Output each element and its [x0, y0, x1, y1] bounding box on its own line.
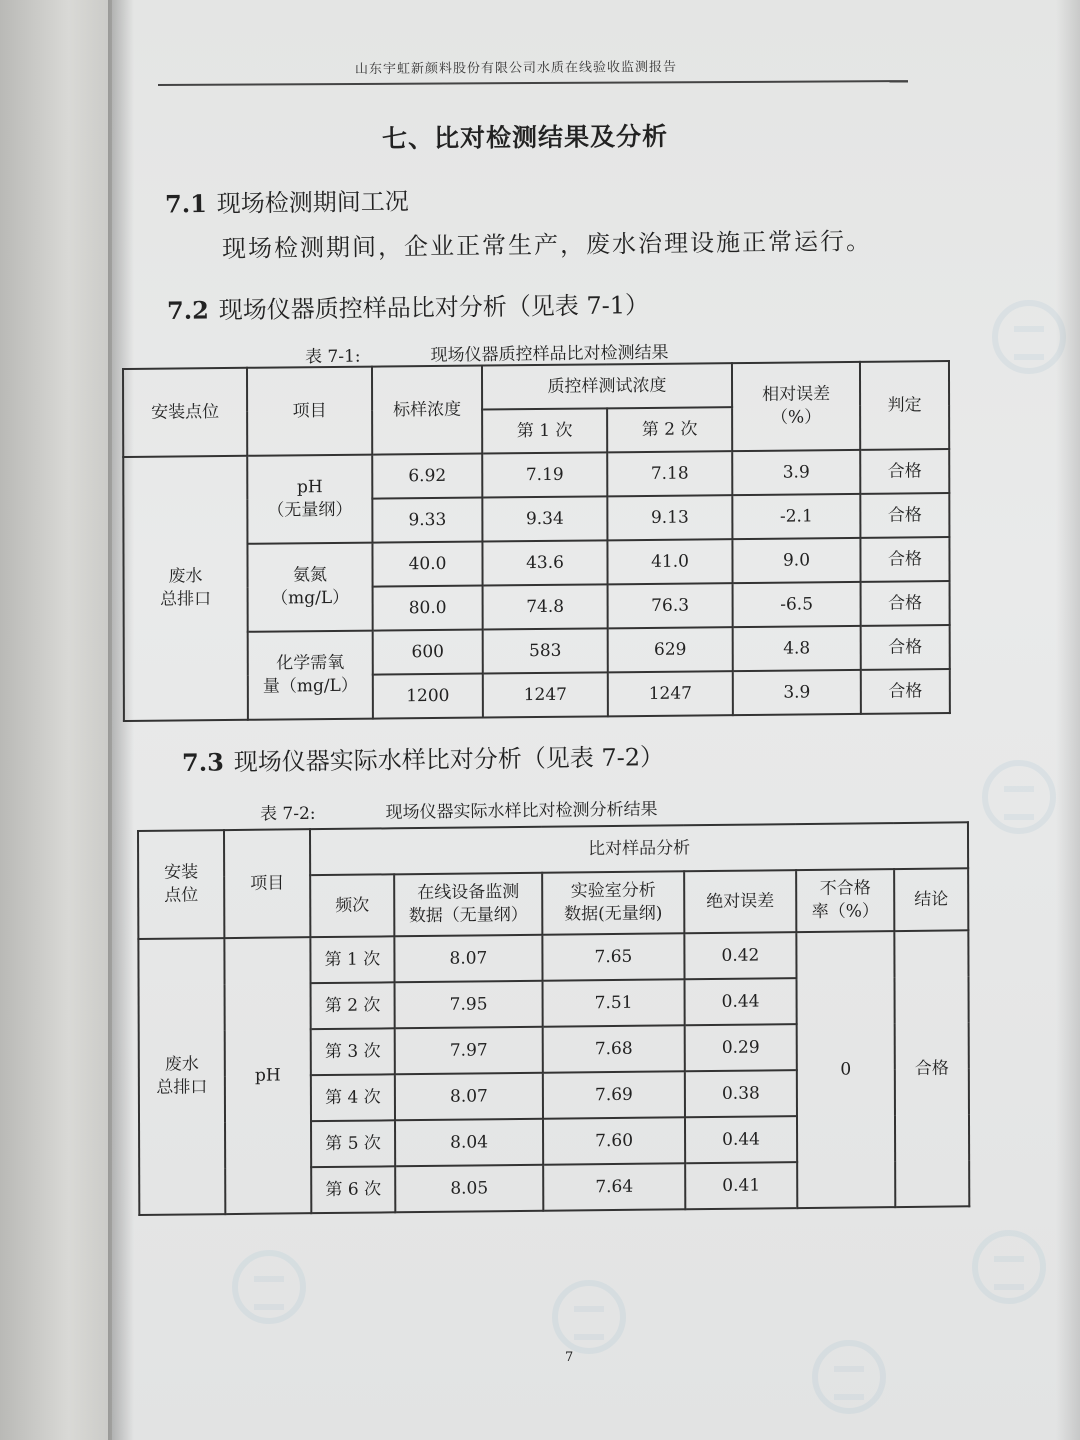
cell-r1: 583: [483, 628, 608, 673]
header-relative-error-unit: （%）: [771, 407, 822, 428]
cell-frequency: 第 1 次: [310, 936, 394, 983]
cell-err: 3.9: [732, 450, 860, 495]
cell-r2: 629: [608, 627, 733, 672]
cell-r1: 43.6: [482, 540, 607, 585]
cell-abs-error: 0.29: [685, 1024, 797, 1071]
item-unit: （mg/L）: [271, 587, 350, 609]
cell-r1: 74.8: [483, 584, 608, 629]
cell-r1: 9.34: [482, 496, 607, 541]
section-number: 7.1: [164, 188, 207, 219]
cell-std: 40.0: [372, 542, 482, 587]
cell-online: 8.04: [395, 1119, 543, 1167]
cell-r2: 7.18: [607, 451, 732, 496]
cell-r2: 41.0: [607, 539, 732, 584]
header-online-data: [394, 873, 542, 937]
location-line-1: 废水: [168, 566, 203, 587]
table-row: [124, 625, 950, 677]
watermark-logo-icon: [992, 300, 1066, 374]
cell-lab: 7.65: [542, 933, 684, 980]
item-name: pH: [296, 477, 323, 498]
header-item: 项目: [224, 829, 310, 938]
table-title: 现场仪器实际水样比对检测分析结果: [385, 799, 658, 823]
cell-location: [138, 938, 225, 1215]
section-7-2-heading: [167, 285, 649, 326]
page-edge-shadow: [1056, 0, 1080, 1440]
header-lab-line-2: 数据(无量纲): [564, 903, 663, 925]
watermark-logo-icon: [812, 1340, 886, 1414]
section-number: 7.3: [181, 747, 224, 777]
cell-location: [123, 456, 248, 721]
cell-frequency: 第 4 次: [311, 1074, 395, 1121]
cell-lab: 7.60: [543, 1117, 685, 1164]
header-location-line-1: 安装: [164, 862, 199, 883]
cell-err: 9.0: [732, 538, 860, 583]
cell-judge: 合格: [861, 625, 950, 670]
cell-err: -2.1: [732, 494, 860, 539]
table-row: [138, 930, 968, 985]
table-label: 表 7-2:: [259, 803, 316, 825]
section-number: 7.2: [166, 295, 209, 325]
cell-abs-error: 0.44: [685, 1116, 797, 1163]
table-7-2-caption: [260, 795, 658, 825]
header-standard-conc: 标样浓度: [372, 366, 482, 455]
cell-conclusion: 合格: [894, 930, 969, 1207]
table-7-1: [122, 360, 951, 722]
cell-judge: 合格: [860, 493, 949, 538]
page-number: 7: [565, 1350, 574, 1365]
cell-item-ammonia: [247, 543, 372, 632]
section-title: 现场仪器质控样品比对分析（见表 7-1）: [218, 291, 650, 325]
cell-frequency: 第 2 次: [311, 982, 395, 1029]
cell-judge: 合格: [861, 669, 950, 714]
location-line-1: 废水: [164, 1054, 199, 1075]
cell-r2: 9.13: [607, 495, 732, 540]
header-lab-line-1: 实验室分析: [570, 880, 656, 902]
cell-abs-error: 0.38: [685, 1070, 797, 1117]
table-row: [123, 449, 949, 501]
table-title: 现场仪器质控样品比对检测结果: [430, 342, 669, 366]
header-first: 第 1 次: [482, 408, 607, 453]
item-unit: （无量纲）: [267, 499, 353, 521]
cell-lab: 7.68: [543, 1025, 685, 1072]
cell-lab: 7.51: [543, 979, 685, 1026]
section-title: 现场检测期间工况: [216, 187, 409, 218]
cell-online: 8.05: [395, 1165, 543, 1213]
cell-judge: 合格: [861, 581, 950, 626]
cell-online: 7.97: [395, 1027, 543, 1075]
cell-std: 9.33: [372, 498, 482, 543]
header-location: [138, 830, 224, 939]
cell-abs-error: 0.42: [684, 932, 796, 979]
location-line-2: 总排口: [156, 1077, 208, 1098]
cell-lab: 7.69: [543, 1071, 685, 1118]
cell-err: 3.9: [733, 670, 861, 715]
header-item: 项目: [247, 367, 372, 456]
cell-online: 8.07: [394, 935, 542, 983]
header-judgement: 判定: [860, 361, 949, 450]
cell-std: 80.0: [373, 586, 483, 631]
header-sample-comparison: 比对样品分析: [310, 822, 968, 875]
header-conclusion: 结论: [894, 868, 968, 931]
header-relative-error: [732, 362, 860, 451]
cell-r2: 76.3: [608, 583, 733, 628]
watermark-logo-icon: [982, 760, 1056, 834]
cell-std: 6.92: [372, 454, 482, 499]
cell-fail-rate: 0: [796, 931, 895, 1208]
cell-err: 4.8: [733, 626, 861, 671]
header-online-line-2: 数据（无量纲）: [408, 904, 528, 927]
table-7-2: [137, 821, 970, 1216]
header-qc-conc: 质控样测试浓度: [482, 363, 732, 409]
cell-r2: 1247: [608, 671, 733, 716]
cell-abs-error: 0.44: [685, 978, 797, 1025]
cell-r1: 7.19: [482, 452, 607, 497]
chapter-title: 七、比对检测结果及分析: [381, 121, 669, 154]
table-header-row: [123, 361, 949, 413]
table-row: [123, 537, 949, 589]
cell-frequency: 第 6 次: [311, 1166, 395, 1213]
header-fail-line-2: 率（%）: [811, 901, 879, 922]
header-online-line-1: 在线设备监测: [417, 882, 520, 904]
cell-err: -6.5: [733, 582, 861, 627]
header-absolute-error: 绝对误差: [684, 870, 796, 933]
cell-judge: 合格: [860, 449, 949, 494]
header-second: 第 2 次: [607, 407, 732, 452]
cell-judge: 合格: [860, 537, 949, 582]
header-frequency: 频次: [310, 874, 394, 937]
running-header: 山东宇虹新颜料股份有限公司水质在线验收监测报告: [354, 59, 678, 78]
cell-item-ph: [247, 455, 372, 544]
item-unit: 量（mg/L）: [262, 675, 358, 697]
header-location: 安装点位: [123, 368, 247, 457]
header-fail-rate: [796, 869, 894, 932]
header-location-line-2: 点位: [164, 885, 199, 906]
section-7-1-paragraph: 现场检测期间，企业正常生产，废水治理设施正常运行。: [221, 227, 873, 263]
cell-std: 600: [373, 630, 483, 675]
watermark-logo-icon: [972, 1230, 1046, 1304]
cell-abs-error: 0.41: [685, 1162, 797, 1209]
header-lab-data: [542, 871, 684, 934]
item-name: 氨氮: [293, 565, 328, 586]
section-7-3-heading: [182, 737, 664, 778]
cell-r1: 1247: [483, 672, 608, 717]
cell-frequency: 第 5 次: [311, 1120, 395, 1167]
cell-std: 1200: [373, 674, 483, 719]
watermark-logo-icon: [232, 1250, 306, 1324]
item-name: 化学需氧: [276, 652, 345, 674]
table-label: 表 7-1:: [304, 346, 361, 368]
cell-online: 7.95: [395, 981, 543, 1029]
header-fail-line-1: 不合格: [819, 878, 871, 899]
cell-frequency: 第 3 次: [311, 1028, 395, 1075]
section-title: 现场仪器实际水样比对分析（见表 7-2）: [233, 743, 665, 777]
previous-page-edge: [0, 0, 125, 1440]
section-7-1-heading: [165, 182, 409, 220]
watermark-logo-icon: [552, 1280, 626, 1354]
cell-item-cod: [248, 631, 373, 720]
cell-online: 8.07: [395, 1073, 543, 1121]
location-line-2: 总排口: [160, 589, 212, 610]
cell-item: pH: [224, 937, 311, 1214]
cell-lab: 7.64: [543, 1163, 685, 1210]
header-relative-error-label: 相对误差: [762, 384, 831, 405]
